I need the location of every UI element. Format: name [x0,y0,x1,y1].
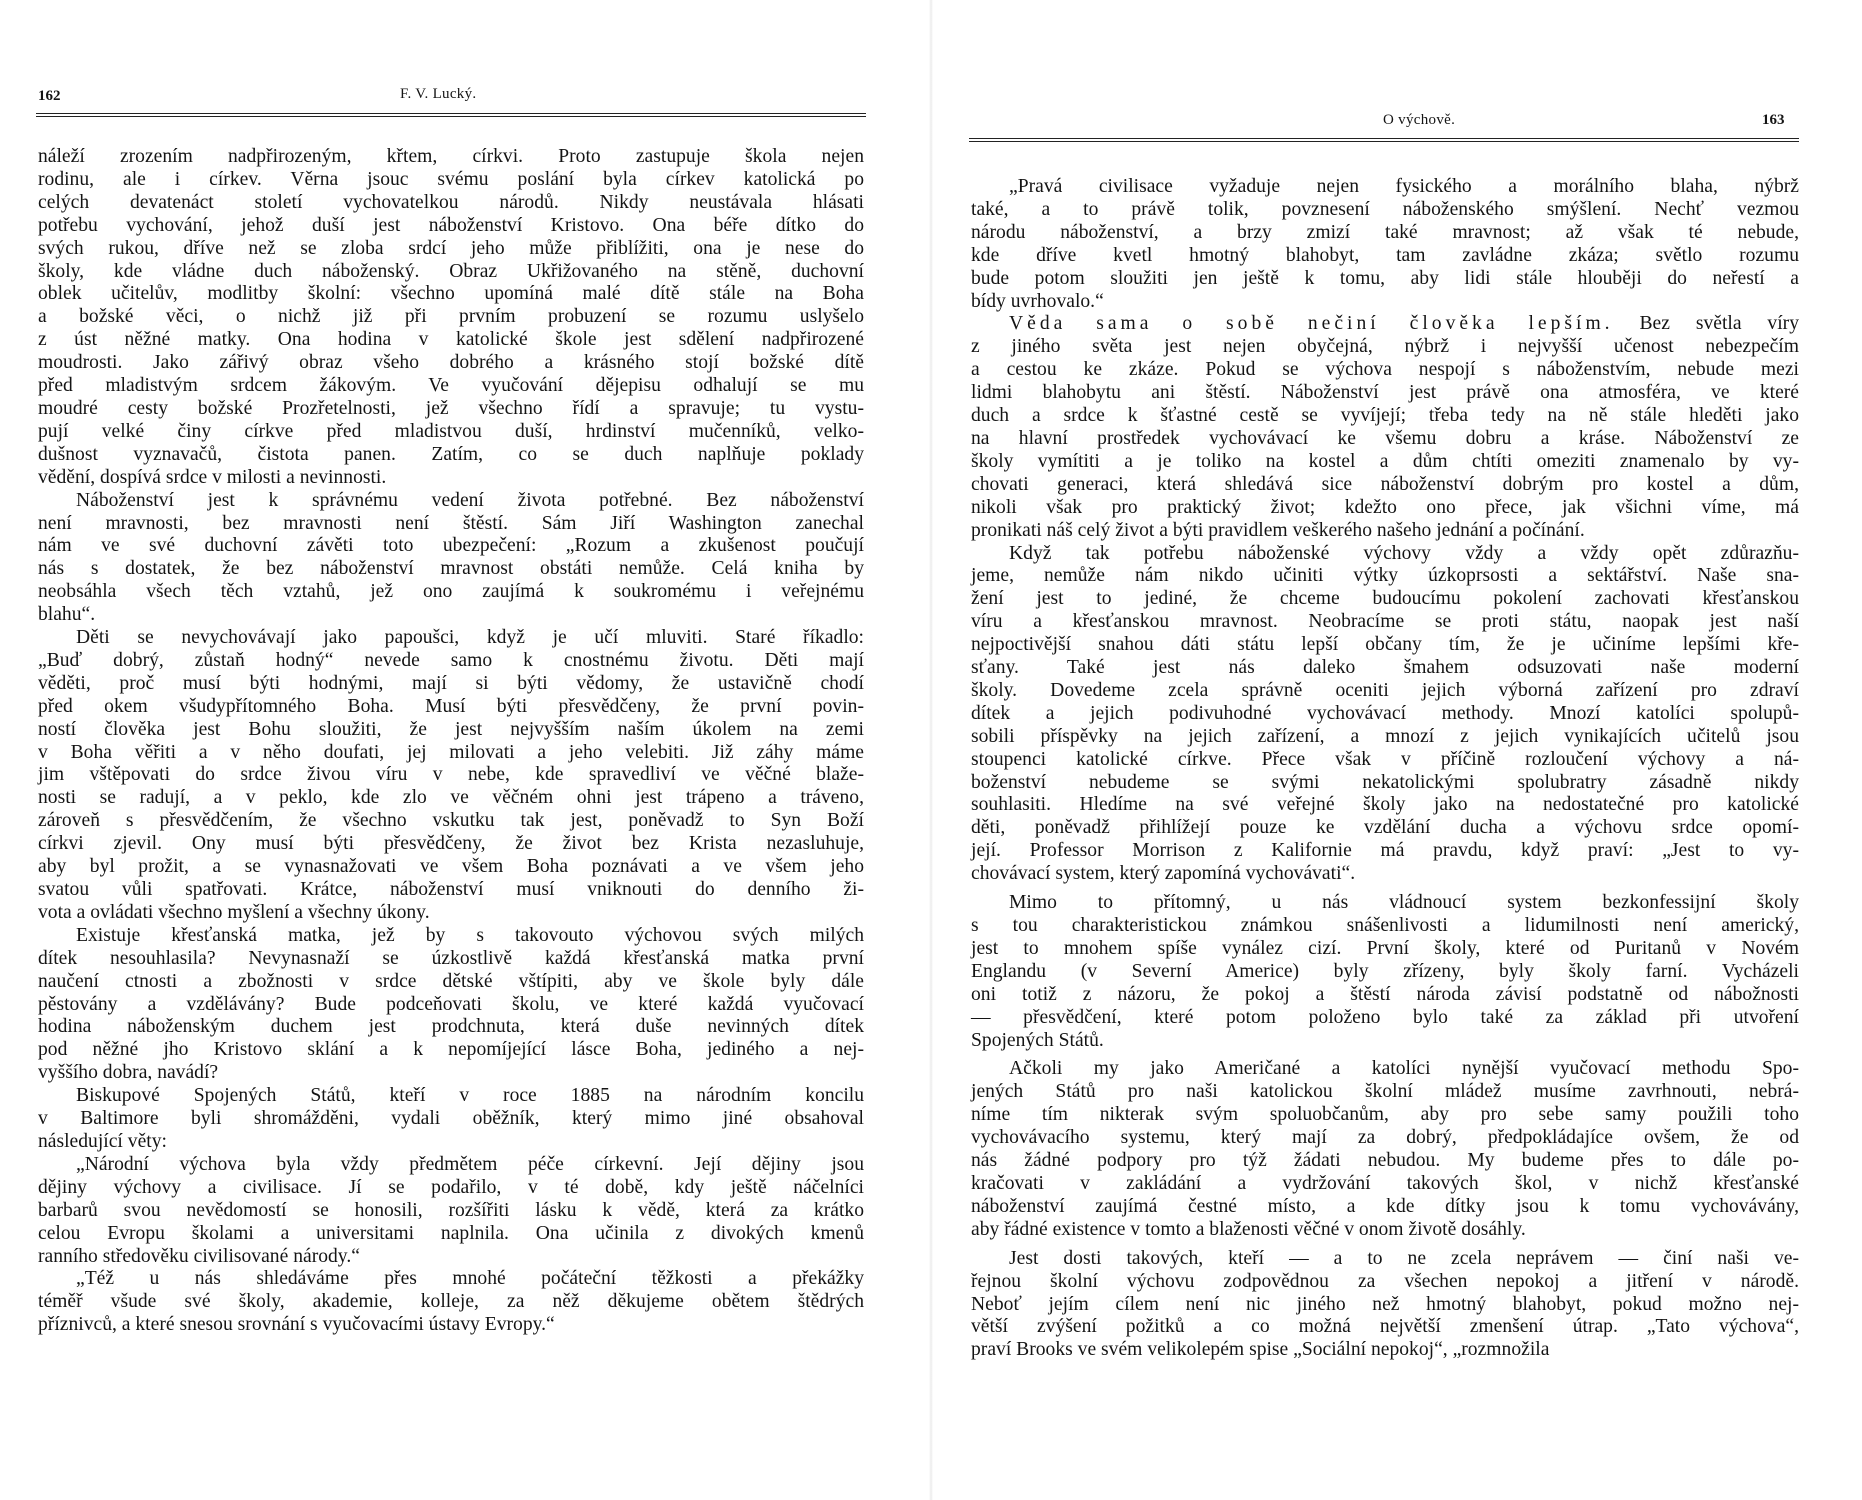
text-line: pují velké činy církve před mladistvou duší, hrdinství mučenníků, velko- [38,420,864,442]
text-line: na hlavní prostředek vychovávací ke všemu dobru a kráse. Náboženství ze [971,427,1799,449]
running-head: O výchově. [1383,112,1456,128]
paragraph [971,1058,1799,1241]
text-line: vota a ovládati všechno myšlení a všechny úkony. [38,901,430,923]
text-line: Děti se nevychovávají jako papoušci, když je učí mluviti. Staré říkadlo: [76,627,864,649]
text-line: kde dříve kvetl hmotný blahobyt, tam zavládne zkáza; světlo rozumu [971,244,1799,266]
text-line: školy, kde vládne duch náboženský. Obraz Ukřižovaného na stěně, duchovní [38,260,864,282]
page-number: 163 [1762,112,1785,128]
paragraph [971,313,1799,542]
text-line: duch a srdce k šťastné cestě se vyvíjejí; třeba tedy na ně stále hleděti jako [971,405,1799,427]
body-text [38,146,864,1337]
text-line: oni totiž z názoru, že pokoj a štěstí národa závisí podstatně od nábožnosti [971,983,1799,1005]
text-line: chovati generaci, která shledává sice náboženství dobrým pro kostel a dům, [971,473,1799,495]
text-line: dítek a jejich podivuhodné vychovávací methody. Mnozí katolíci spolupů- [971,702,1799,724]
text-line: stoupenci katolické církve. Přece však v příčině rozloučení výchovy a ná- [971,748,1799,770]
text-line: níme tím nikterak svým spoluobčanům, aby pro sebe samy použili toho [971,1104,1799,1126]
text-line: vyššího dobra, navádí? [38,1062,219,1084]
page-number: 162 [38,88,61,104]
text-line: a božské věci, o nichž již při prvním probuzení se rozumu uslyšelo [38,306,864,328]
text-line: jeme, nemůže nám nikdo učiniti výtky úzkoprsosti a sektářství. Naše sna- [971,565,1799,587]
text-line: moudrosti. Jako zářivý obraz všeho dobrého a krásného stojí božské dítě [38,352,864,374]
text-line: dějiny výchovy a civilisace. Jí se podařilo, v té době, kdy ještě náčelníci [38,1176,864,1198]
text-line: nosti se radují, a v peklo, kde zlo ve věčném ohni jest trápeno a tráveno, [38,787,864,809]
paragraph [971,1248,1799,1363]
text-line: rodinu, ale i církev. Věrna jsouc svému poslání byla církev katolická po [38,168,864,190]
text-line: její. Professor Morrison z Kalifornie má pravdu, když praví: „Jest to vy- [971,840,1799,862]
text-line: Biskupové Spojených Států, kteří v roce 1885 na národním koncilu [76,1085,864,1107]
text-line: také, a to právě tolik, povznesení náboženského smýšlení. Nechť vezmou [971,198,1799,220]
paragraph [38,1154,864,1269]
text-line: větší zvýšení požitků a co možná největší zmenšení útrap. „Tato výchova“, [971,1316,1799,1338]
text-line: souhlasiti. Hledíme na své veřejné školy jako na nedostatečné pro katolické [971,794,1799,816]
paragraph [38,1085,864,1154]
text-line: před mladistvým srdcem žákovým. Ve vyučování dějepisu odhalují se mu [38,375,864,397]
text-line: řejnou školní výchovu zodpovědnou za všechen nepokoj a jitření v národě. [971,1270,1799,1292]
text-line: děti, poněvadž přihlížejí pouze ke vzdělání ducha a výchovu srdce opomí- [971,817,1799,839]
text-line: národu náboženství, a brzy zmizí také mravnost; až však té nebude, [971,221,1799,243]
text-line: barbarů svou nevědomostí se honosili, rozšířiti lásku k vědě, která za krátko [38,1199,864,1221]
text-line: „Pravá civilisace vyžaduje nejen fysického a morálního blaha, nýbrž [1009,176,1799,197]
text-line: neobsáhla všech těch vztahů, jež ono zaujímá k soukromému i veřejnému [38,581,864,603]
text-line: pronikati náš celý život a býti pravidlem veškerého našeho jednání a počínání. [971,519,1585,541]
text-line: „Též u nás shledáváme přes mnohé počáteční těžkosti a překážky [76,1268,864,1290]
text-line: následující věty: [38,1130,167,1152]
text-line: sobili příspěvky na jejich zařízení, a mnozí z jejich vynikajících učitelů jsou [971,725,1799,747]
text-line: Náboženství jest k správnému vedení života potřebné. Bez náboženství [76,489,864,511]
text-line: náboženství zaujímá čestné místo, a kde dítky jsou k tomu vychovávány, [971,1195,1799,1217]
text-line: a cestou ke zkáze. Pokud se výchova nespojí s náboženstvím, nebude mezi [971,359,1799,381]
text-line: bídy uvrhovalo.“ [971,290,1104,312]
text-line: — přesvědčení, které potom položeno bylo také za základ při utvoření [971,1006,1799,1028]
paragraph [971,543,1799,887]
paragraph [38,146,864,490]
text-line: Věda sama o sobě nečiní člověka lepším. Bez světla víry [1009,313,1799,335]
text-line: v Boha věřiti a v něho doufati, jej milovati a jeho velebiti. Již záhy máme [38,741,864,763]
text-line: školy vymítiti a je toliko na kostel a dům chtíti omeziti znamenalo by vy- [971,450,1799,472]
text-line: v Baltimore byli shromážděni, vydali oběžník, který mimo jiné obsahoval [38,1108,864,1130]
text-line: boženství nebudeme se svými nekatolickými spolubratry zásadně nikdy [971,771,1799,793]
text-line: nás s dostatek, že bez náboženství mravnost obstáti nemůže. Celá kniha by [38,558,864,580]
paragraph [38,490,864,627]
text-line: nikoli však pro praktický život; kdežto ono přece, jak všichni víme, má [971,496,1799,518]
text-line: jim vštěpovati do srdce živou víru v nebe, kde spravedliví ve věčné blaže- [38,764,864,786]
text-line: naučení ctnosti a zbožnosti v srdce dětské vštípiti, aby ve škole byly dále [38,970,864,992]
text-line: s tou charakteristickou známkou snášenlivosti a lidumilnosti není americký, [971,915,1799,936]
text-line: není mravnosti, bez mravnosti není štěstí. Sám Jiří Washington zanechal [38,512,864,534]
text-line: blahu“. [38,604,96,626]
text-line: nám ve své duchovní závěti toto ubezpečení: „Rozum a zkušenost poučují [38,535,864,557]
text-line: jest to mnohem spíše vynález cizí. První školy, které od Puritanů v Novém [971,937,1799,959]
text-line: církvi zjevil. Ony musí býti přesvědčeny, že život bez Krista nezasluhuje, [38,833,864,855]
text-line: dítek nesouhlasila? Nevynasnaží se úzkostlivě každá křesťanská matka první [38,947,864,969]
body-text [971,176,1799,1362]
text-line: svatou vůli spatřovati. Krátce, náboženství musí vniknouti do denního ži- [38,879,864,900]
paragraph [38,627,864,925]
text-line: pěstovány a vzdělávány? Bude podceňovati školu, ve které každá vyučovací [38,993,864,1015]
text-line: celou Evropu školami a universitami naplnila. Ona učinila z divokých kmenů [38,1222,864,1244]
text-line: potřebu vychování, jehož duší jest náboženství Kristovo. Ona béře dítko do [38,214,864,236]
text-line: ností člověka jest Bohu sloužiti, že jest nejvyšším naším úkolem na zemi [38,718,864,740]
text-line: náleží zrozením nadpřirozeným, křtem, církvi. Proto zastupuje škola nejen [38,146,864,167]
text-line: ranního středověku civilisované národy.“ [38,1245,360,1267]
text-line: věděti, proč musí býti hodnými, mají si býti vědomy, že ustavičně chodí [38,672,864,694]
paragraph [38,1268,864,1337]
text-line: sťany. Také jest nás daleko šmahem odsuzovati naše moderní [971,657,1799,679]
text-line: zároveň s přesvědčením, že všechno vskutku tak jest, poněvadž to Syn Boží [38,810,864,832]
text-line: téměř všude své školy, akademie, kolleje, za něž děkujeme obětem štědrých [38,1291,864,1313]
paragraph [38,925,864,1085]
text-line: dušnost vyznavačů, čistota panen. Zatím, co se duch naplňuje poklady [38,443,864,465]
emphasized-text: Věda sama o sobě nečiní člověka lepším. [1009,313,1614,335]
text-line: Když tak potřebu náboženské výchovy vždy a vždy opět zdůrazňu- [1009,542,1799,564]
text-line: víru a křesťanskou mravnost. Neobracíme se proti státu, naopak jest naší [971,611,1799,633]
text-line: Jest dosti takových, kteří — a to ne zcela neprávem — činí naši ve- [1009,1247,1799,1269]
text-line: z úst něžné matky. Ona hodina v katolické škole jest sdělení nadpřirozené [38,329,864,351]
text-line: kračovati v zakládání a vydržování takových škol, v nichž křesťanské [971,1172,1799,1194]
text-line: vychovávacího systemu, který mají za dobrý, předpokládajíce ovšem, že od [971,1127,1799,1149]
text-line: příznivců, a které snesou srovnání s vyučovacími ústavy Evropy.“ [38,1314,555,1336]
text-line: „Buď dobrý, zůstaň hodný“ nevede samo k cnostnému životu. Děti mají [38,649,864,671]
text-line: bude potom sloužiti jen ještě k tomu, aby lidi stále hlouběji do neřestí a [971,267,1799,289]
running-head: F. V. Lucký. [400,86,477,102]
text-line: žení jest to jediné, že chceme budoucímu pokolení zachovati křesťanskou [971,588,1799,610]
right-page [931,0,1862,1500]
header-rule [969,138,1799,142]
text-line: hodina náboženským duchem jest prodchnuta, která duše nevinných dítek [38,1016,864,1038]
text-line: „Národní výchova byla vždy předmětem péče církevní. Její dějiny jsou [76,1153,864,1175]
text-line: oblek učitelův, modlitby školní: všechno upomíná malé dítě stále na Boha [38,283,864,305]
header-rule [36,113,866,117]
text-line: celých devatenáct století vychovatelkou národů. Nikdy neustávala hlásati [38,191,864,213]
text-line: moudré cesty božské Prozřetelnosti, jež všechno řídí a spravuje; tu vystu- [38,397,864,419]
text-line: školy. Dovedeme zcela správně oceniti jejich výborná zařízení pro zdraví [971,679,1799,701]
text-line: svých rukou, dříve než se zloba srdcí jeho může přiblížiti, ona je nese do [38,237,864,259]
text-line: z jiného světa jest nejen obyčejná, nýbrž i nejvyšší učenost nebezpečím [971,336,1799,358]
paragraph [971,176,1799,313]
text-line: lidmi blahobytu ani štěstí. Náboženství jest právě ona atmosféra, ve které [971,382,1799,404]
text-line: chovávací system, který zapomíná vychovávati“. [971,863,1356,885]
text-line: před okem všudypřítomného Boha. Musí býti přesvědčeny, že první povin- [38,695,864,717]
text-line: Ačkoli my jako Američané a katolíci nynější vyučovací methodu Spo- [1009,1058,1799,1080]
text-line: Mimo to přítomný, u nás vládnoucí system bezkonfessijní školy [1009,892,1799,914]
text-line: aby byl prožit, a se vynasnažovati ve všem Boha poznávati a ve všem jeho [38,856,864,878]
text-line: Englandu (v Severní Americe) byly zřízeny, byly školy farní. Vycházeli [971,960,1799,982]
text-line: aby řádné existence v tomto a blaženosti věčné v onom životě dosáhly. [971,1218,1526,1240]
text-line: jených Států pro naši katolickou školní mládež musíme zavrhnouti, nebrá- [971,1081,1799,1103]
text-line: nejpoctivější snahou dáti státu lepší občany tím, že je učiníme lepšími kře- [971,634,1799,656]
text-line: nás žádné podpory pro týž žádati nebudou. My budeme přes to dále po- [971,1150,1799,1172]
text-line: Neboť jejím cílem není nic jiného než hmotný blahobyt, pokud možno nej- [971,1293,1799,1315]
text-line: praví Brooks ve svém velikolepém spise „Sociální nepokoj“, „rozmnožila [971,1339,1550,1361]
text-line: pod něžné jho Kristovo sklání a k nepomíjející lásce Boha, jediného a nej- [38,1039,864,1061]
paragraph [971,892,1799,1052]
text-line: Spojených Států. [971,1029,1104,1051]
text-line: Existuje křesťanská matka, jež by s takovouto výchovou svých milých [76,924,864,946]
text-line: vědění, dospívá srdce v milosti a nevinnosti. [38,466,387,488]
